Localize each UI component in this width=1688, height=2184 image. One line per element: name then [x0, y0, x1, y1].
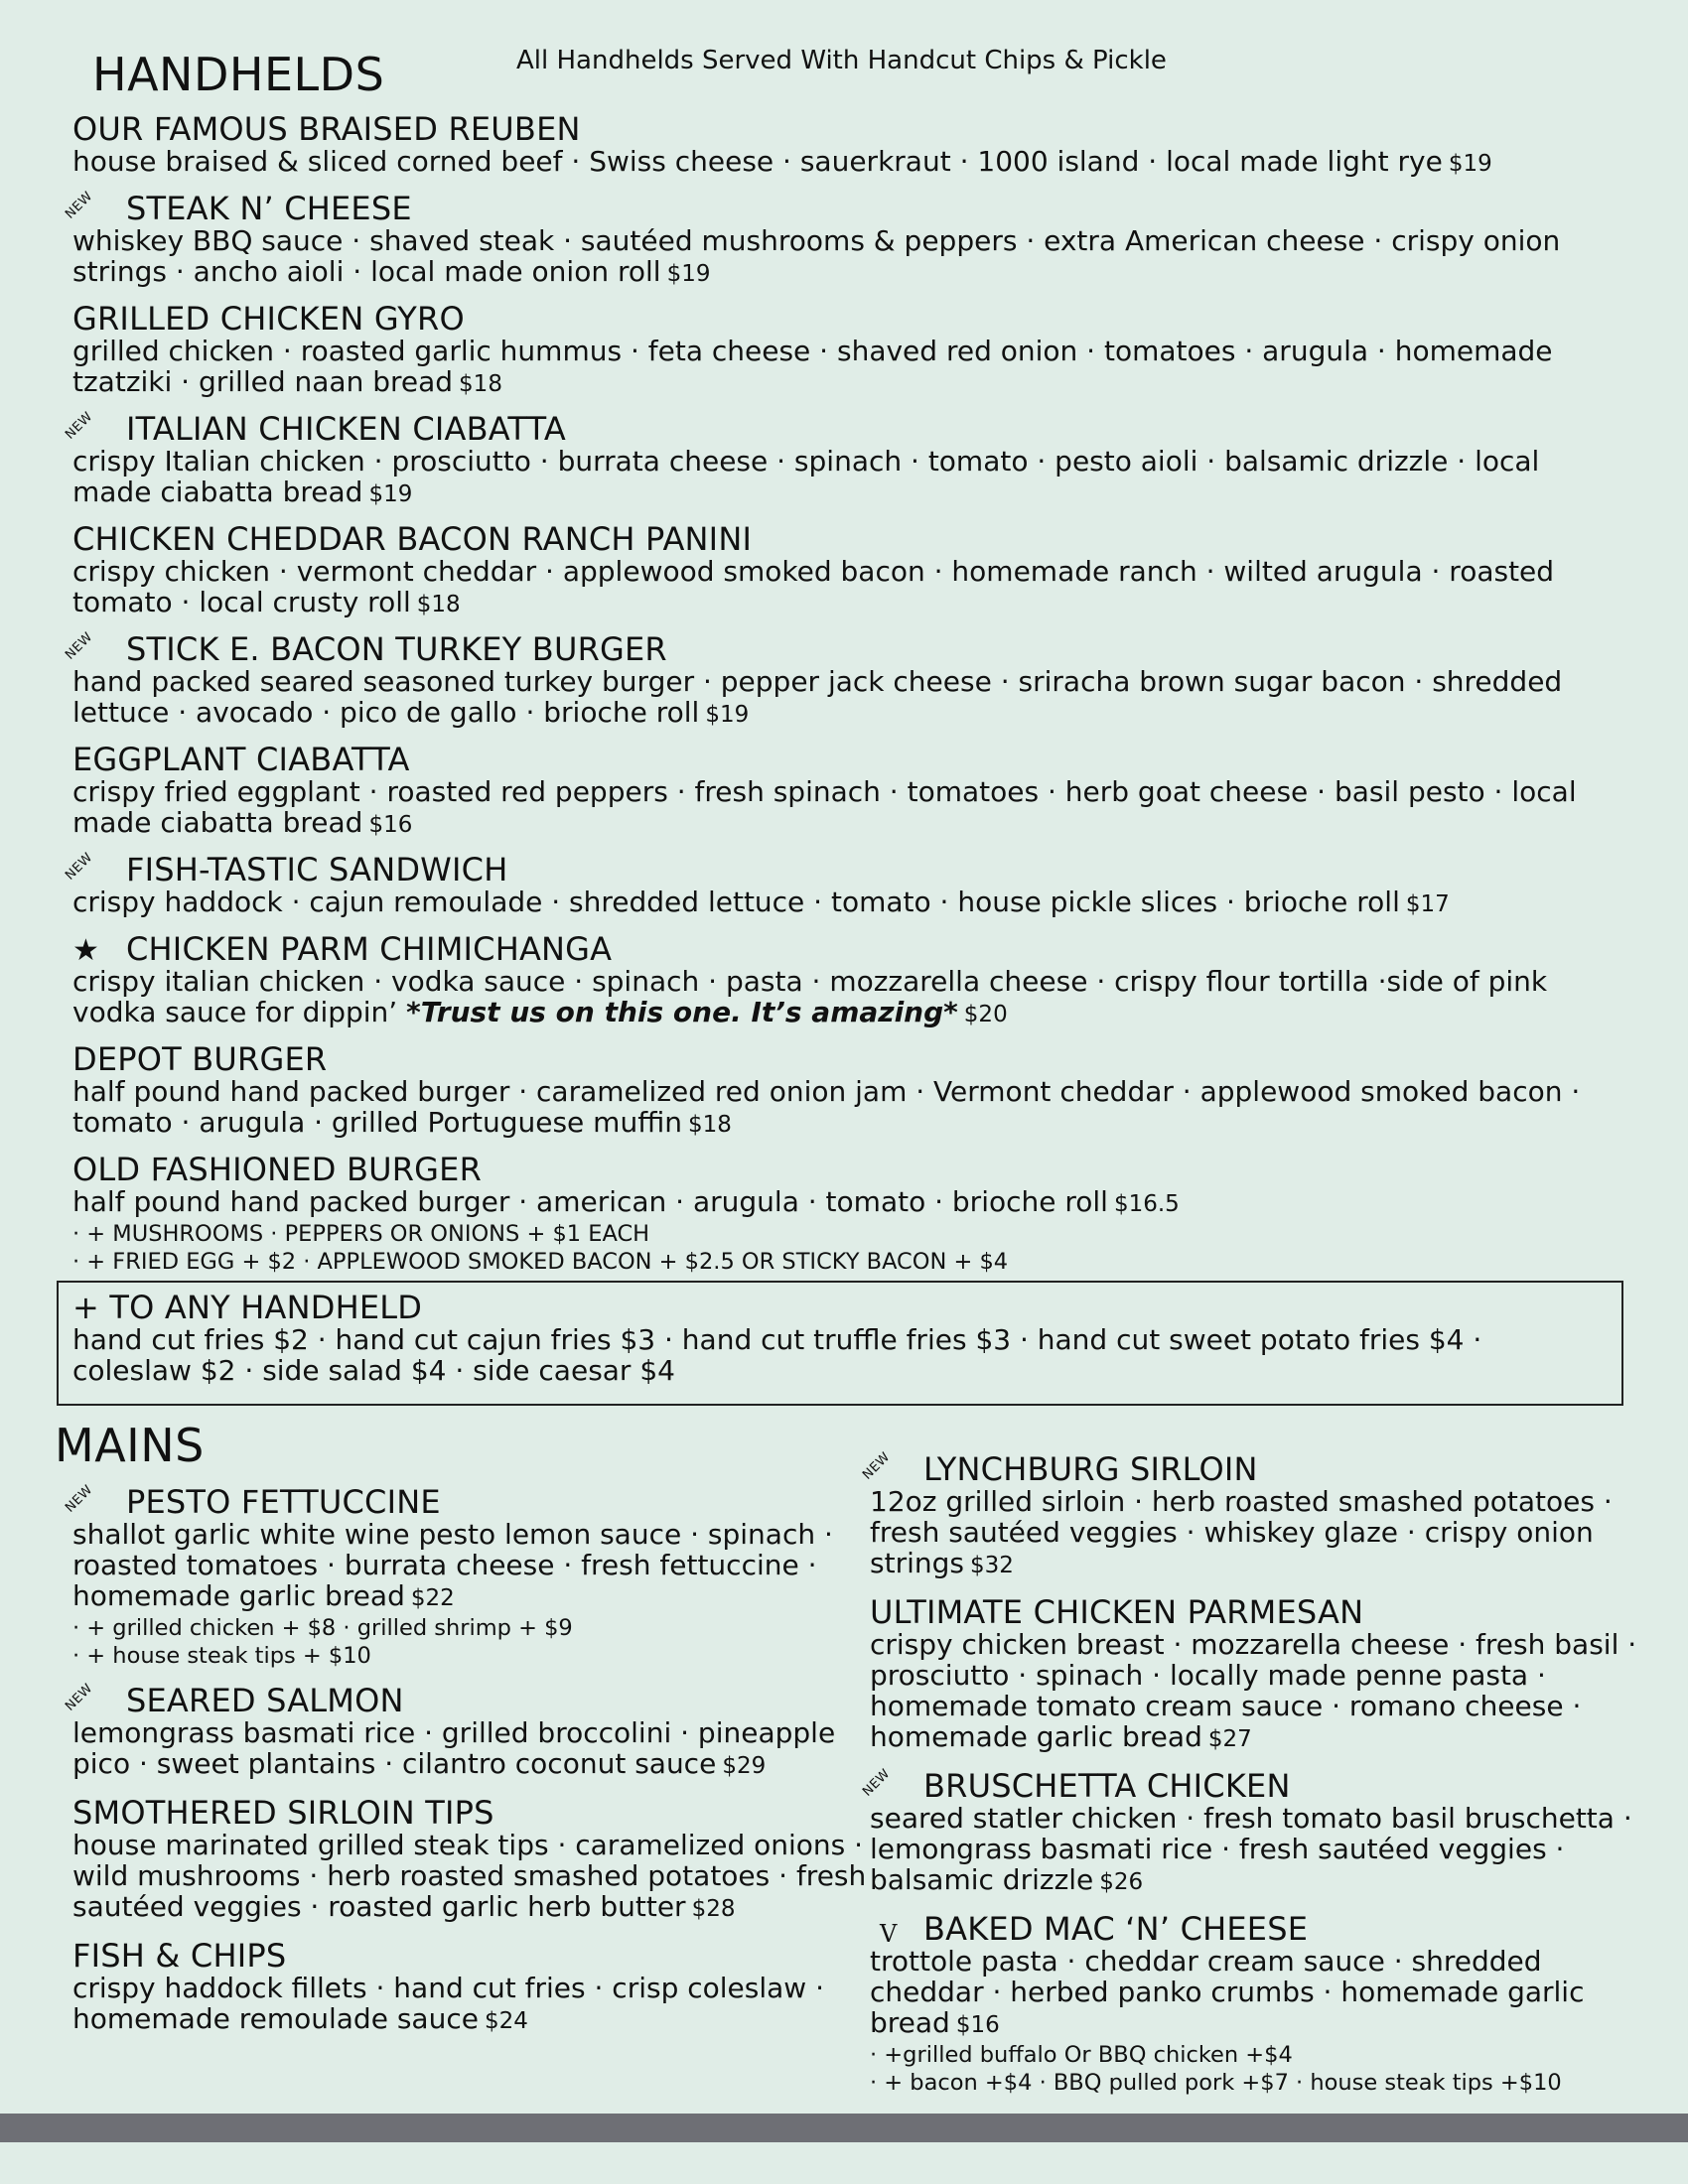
new-badge — [63, 189, 126, 225]
item-name: ITALIAN CHICKEN CIABATTA — [126, 410, 566, 448]
item-description: grilled chicken · roasted garlic hummus · feta cheese · shaved red onion · tomatoes · arugula · homemade tzatziki · grilled naan bread — [72, 335, 1553, 398]
handheld-addons-box — [57, 1281, 1623, 1406]
item-name-row — [72, 522, 1621, 556]
item-description: crispy haddock fillets · hand cut fries · crisp coleslaw · homemade remoulade sauce — [72, 1972, 825, 2035]
item-name-row — [63, 409, 1621, 448]
new-badge-label: NEW — [860, 1449, 894, 1483]
item-description-row — [72, 225, 1621, 290]
item-description-row — [72, 1717, 867, 1782]
item-addon: · + grilled chicken + $8 · grilled shrimp + $9 — [72, 1615, 573, 1641]
item-name-row — [72, 1939, 867, 1973]
item-description-row — [72, 1830, 867, 1925]
item-price: $16 — [368, 812, 413, 838]
item-name-row — [860, 1766, 1654, 1805]
new-badge — [860, 1449, 923, 1486]
vegetarian-icon: V — [880, 1920, 898, 1948]
item-name: LYNCHBURG SIRLOIN — [923, 1450, 1258, 1488]
item-name-row — [63, 629, 1621, 668]
item-addon: · + house steak tips + $10 — [72, 1643, 371, 1669]
item-price: $19 — [368, 481, 413, 507]
item-name: PESTO FETTUCCINE — [126, 1483, 441, 1521]
item-name: SEARED SALMON — [126, 1682, 404, 1719]
item-description: 12oz grilled sirloin · herb roasted smashed potatoes · fresh sautéed veggies · whiskey glaze · crispy onion strings — [870, 1485, 1613, 1579]
item-description: house marinated grilled steak tips · caramelized onions · wild mushrooms · herb roasted smashed potatoes · fresh sautéed veggies · roasted garlic herb butter — [72, 1829, 867, 1923]
item-name-row — [870, 1595, 1654, 1629]
item-name: BRUSCHETTA CHICKEN — [923, 1767, 1291, 1805]
item-name: GRILLED CHICKEN GYRO — [72, 300, 465, 338]
new-badge — [63, 1482, 126, 1519]
menu-item-steak-n-cheese — [63, 189, 1621, 290]
item-price: $24 — [484, 2008, 528, 2034]
item-description-row — [72, 1519, 867, 1614]
handhelds-list — [63, 110, 1621, 1288]
item-name-row — [72, 743, 1621, 776]
menu-item-ultimate-chicken-parmesan — [870, 1595, 1654, 1755]
menu-item-stick-e-bacon-turkey-burger — [63, 629, 1621, 731]
menu-item-smothered-sirloin-tips — [72, 1796, 867, 1925]
item-name-row — [72, 1796, 867, 1830]
item-name-row — [72, 112, 1621, 146]
item-description-row — [72, 1973, 867, 2037]
item-name: EGGPLANT CIABATTA — [72, 741, 410, 778]
new-badge-label: NEW — [860, 1766, 894, 1800]
item-name-row — [72, 932, 1621, 966]
footer-bar — [0, 2114, 1688, 2142]
addons-box-title: + TO ANY HANDHELD — [72, 1289, 423, 1326]
item-name: DEPOT BURGER — [72, 1040, 328, 1078]
item-name: FISH-TASTIC SANDWICH — [126, 851, 508, 888]
item-price: $29 — [722, 1753, 767, 1779]
item-description: crispy haddock · cajun remoulade · shredded lettuce · tomato · house pickle slices · brioche roll — [72, 886, 1400, 918]
item-name-row — [63, 850, 1621, 888]
item-name: SMOTHERED SIRLOIN TIPS — [72, 1794, 494, 1832]
item-description-row — [72, 1076, 1621, 1141]
item-price: $18 — [459, 371, 502, 397]
new-badge — [63, 1681, 126, 1717]
menu-item-grilled-chicken-gyro — [72, 302, 1621, 400]
menu-item-eggplant-ciabatta — [72, 743, 1621, 841]
item-description: crispy italian chicken · vodka sauce · spinach · pasta · mozzarella cheese · crispy flour tortilla ·side of pink vodka sauce for dippin’ — [72, 965, 1548, 1028]
item-name: CHICKEN CHEDDAR BACON RANCH PANINI — [72, 520, 753, 558]
item-description-row — [870, 1946, 1654, 2041]
star-icon: ★ — [72, 933, 100, 968]
item-name-row — [72, 302, 1621, 336]
item-name-row — [72, 1042, 1621, 1076]
item-price: $32 — [969, 1553, 1014, 1578]
item-description-row — [72, 1186, 1621, 1220]
item-name-row — [870, 1912, 1654, 1946]
menu-item-seared-salmon — [63, 1681, 867, 1782]
item-description-row — [72, 887, 1621, 920]
item-description: hand packed seared seasoned turkey burger · pepper jack cheese · sriracha brown sugar bacon · shredded lettuce · avocado · pico de gallo · brioche roll — [72, 665, 1563, 729]
new-badge — [63, 850, 126, 887]
mains-right-column — [860, 1449, 1654, 2111]
item-name-row — [63, 1482, 867, 1521]
new-badge-label: NEW — [63, 1482, 96, 1516]
menu-item-lynchburg-sirloin — [860, 1449, 1654, 1581]
mains-left-column — [63, 1482, 867, 2051]
item-description: lemongrass basmati rice · grilled broccolini · pineapple pico · sweet plantains · cilantro coconut sauce — [72, 1716, 836, 1780]
item-description: half pound hand packed burger · caramelized red onion jam · Vermont cheddar · applewood smoked bacon · tomato · arugula · grilled Portuguese muffin — [72, 1075, 1581, 1139]
item-name: FISH & CHIPS — [72, 1937, 287, 1975]
item-addon: · + FRIED EGG + $2 · APPLEWOOD SMOKED BACON + $2.5 OR STICKY BACON + $4 — [72, 1249, 1009, 1275]
mains-title: MAINS — [55, 1419, 205, 1472]
item-description: whiskey BBQ sauce · shaved steak · sautéed mushrooms & peppers · extra American cheese · crispy onion strings · ancho aioli · local made onion roll — [72, 224, 1561, 288]
item-name: CHICKEN PARM CHIMICHANGA — [126, 930, 613, 968]
menu-item-pesto-fettuccine — [63, 1482, 867, 1670]
item-addon: · + bacon +$4 · BBQ pulled pork +$7 · house steak tips +$10 — [870, 2070, 1562, 2096]
item-description: crispy fried eggplant · roasted red peppers · fresh spinach · tomatoes · herb goat cheese · basil pesto · local made ciabatta bread — [72, 775, 1577, 839]
item-price: $16 — [955, 2012, 1000, 2038]
item-price: $17 — [1405, 891, 1450, 917]
item-description: crispy chicken breast · mozzarella cheese · fresh basil · prosciutto · spinach · locally made penne pasta · homemade tomato cream sauce · romano cheese · homemade garlic bread — [870, 1628, 1637, 1753]
menu-item-old-fashioned-burger — [72, 1153, 1621, 1276]
item-description: crispy chicken · vermont cheddar · applewood smoked bacon · homemade ranch · wilted arugula · roasted tomato · local crusty roll — [72, 555, 1555, 618]
menu-item-fish-tastic-sandwich — [63, 850, 1621, 920]
new-badge-label: NEW — [63, 1681, 96, 1714]
item-price: $20 — [963, 1002, 1008, 1027]
menu-item-chicken-cheddar-bacon-ranch-panini — [72, 522, 1621, 620]
menu-item-depot-burger — [72, 1042, 1621, 1141]
item-price: $19 — [1448, 151, 1492, 177]
item-price: $18 — [416, 592, 461, 617]
item-description-row — [72, 776, 1621, 841]
item-price: $26 — [1099, 1869, 1144, 1895]
item-emphasis: *Trust us on this one. It’s amazing* — [406, 996, 958, 1028]
item-price: $22 — [410, 1585, 455, 1611]
item-price: $27 — [1207, 1726, 1252, 1752]
new-badge-label: NEW — [63, 629, 96, 663]
menu-item-baked-mac-n-cheese — [870, 1912, 1654, 2097]
item-addon: · + MUSHROOMS · PEPPERS OR ONIONS + $1 EACH — [72, 1221, 650, 1247]
item-description: half pound hand packed burger · american · arugula · tomato · brioche roll — [72, 1185, 1108, 1218]
item-description: trottole pasta · cheddar cream sauce · shredded cheddar · herbed panko crumbs · homemade garlic bread — [870, 1945, 1585, 2039]
new-badge — [63, 629, 126, 666]
handhelds-subtitle: All Handhelds Served With Handcut Chips & Pickle — [516, 46, 1167, 75]
item-description-row — [72, 146, 1621, 180]
new-badge — [860, 1766, 923, 1803]
item-description: seared statler chicken · fresh tomato basil bruschetta · lemongrass basmati rice · fresh sautéed veggies · balsamic drizzle — [870, 1802, 1632, 1896]
item-price: $19 — [705, 702, 750, 728]
item-name-row — [63, 189, 1621, 227]
menu-item-our-famous-braised-reuben — [72, 112, 1621, 180]
new-badge-label: NEW — [63, 409, 96, 443]
item-price: $19 — [666, 261, 711, 287]
addons-box-text: hand cut fries $2 · hand cut cajun fries $3 · hand cut truffle fries $3 · hand cut sweet potato fries $4 · coleslaw $2 · side salad $4 · side caesar $4 — [72, 1323, 1482, 1387]
item-name: STICK E. BACON TURKEY BURGER — [126, 630, 667, 668]
item-price: $28 — [691, 1896, 736, 1922]
new-badge-label: NEW — [63, 189, 96, 222]
item-name-row — [860, 1449, 1654, 1488]
item-description: crispy Italian chicken · prosciutto · burrata cheese · spinach · tomato · pesto aioli · balsamic drizzle · local made ciabatta bread — [72, 445, 1540, 508]
item-description-row — [72, 446, 1621, 510]
item-addon: · +grilled buffalo Or BBQ chicken +$4 — [870, 2042, 1293, 2068]
item-description-row — [72, 666, 1621, 731]
new-badge — [63, 409, 126, 446]
item-description-row — [72, 556, 1621, 620]
item-description-row — [72, 966, 1621, 1030]
item-name: OLD FASHIONED BURGER — [72, 1151, 483, 1188]
menu-item-italian-chicken-ciabatta — [63, 409, 1621, 510]
item-name-row — [63, 1681, 867, 1719]
item-name-row — [72, 1153, 1621, 1186]
menu-item-bruschetta-chicken — [860, 1766, 1654, 1898]
item-name: ULTIMATE CHICKEN PARMESAN — [870, 1593, 1364, 1631]
menu-item-fish-chips — [72, 1939, 867, 2037]
menu-item-chicken-parm-chimichanga — [72, 932, 1621, 1030]
item-description-row — [870, 1486, 1654, 1581]
item-name: OUR FAMOUS BRAISED REUBEN — [72, 110, 581, 148]
item-name: BAKED MAC ‘N’ CHEESE — [923, 1910, 1309, 1948]
new-badge-label: NEW — [63, 850, 96, 884]
handhelds-title: HANDHELDS — [92, 48, 385, 101]
item-price: $16.5 — [1113, 1191, 1180, 1217]
item-name: STEAK N’ CHEESE — [126, 190, 412, 227]
item-description: house braised & sliced corned beef · Swiss cheese · sauerkraut · 1000 island · local made light rye — [72, 145, 1443, 178]
item-description-row — [870, 1803, 1654, 1898]
item-description: shallot garlic white wine pesto lemon sauce · spinach · roasted tomatoes · burrata cheese · fresh fettuccine · homemade garlic bread — [72, 1518, 833, 1612]
item-description-row — [72, 336, 1621, 400]
item-description-row — [870, 1629, 1654, 1755]
item-price: $18 — [688, 1112, 732, 1138]
